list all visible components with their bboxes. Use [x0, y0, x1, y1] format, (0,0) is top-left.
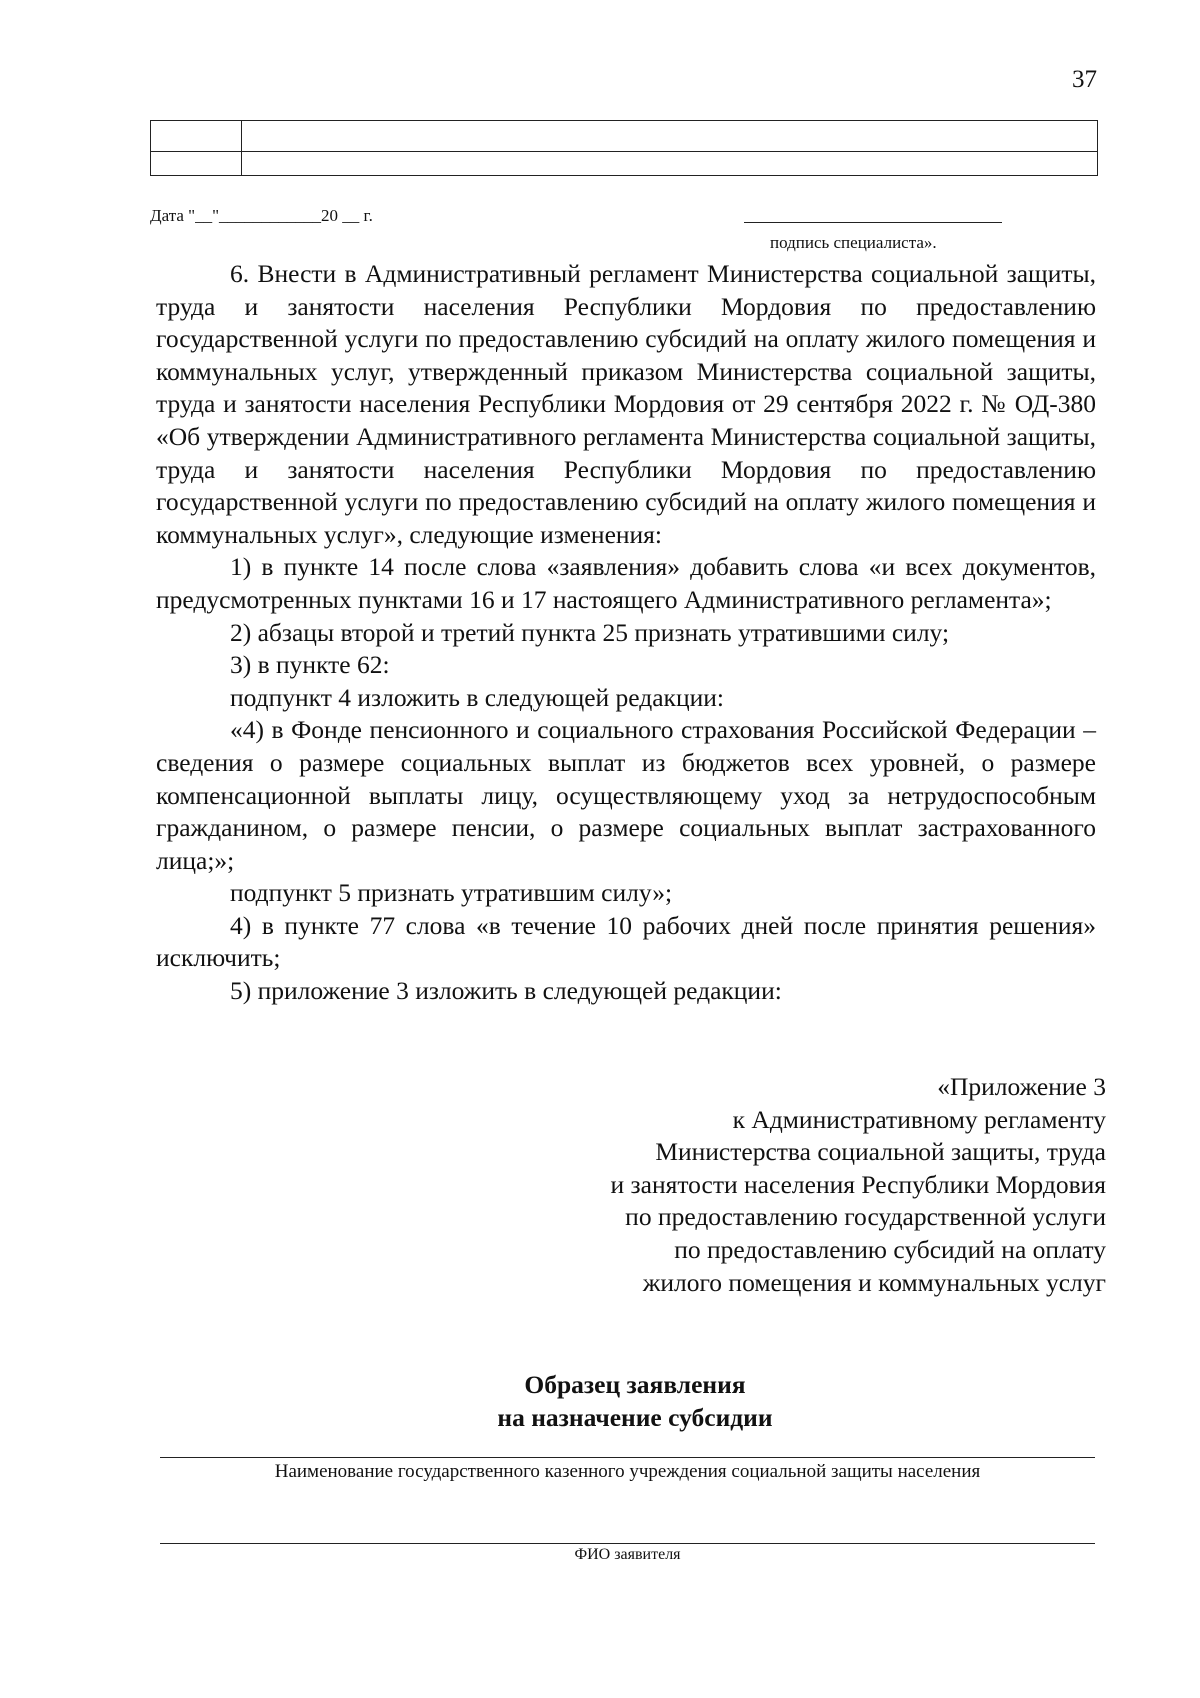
applicant-name-caption: ФИО заявителя [574, 1546, 681, 1563]
amendment-body [156, 258, 1096, 1008]
signature-line [744, 222, 1002, 223]
table-column-divider [241, 121, 242, 175]
paragraph-subpoint-4: подпункт 4 изложить в следующей редакции: [230, 682, 724, 712]
signature-caption: подпись специалиста». [770, 233, 937, 252]
appendix-line: «Приложение 3 [937, 1072, 1106, 1101]
appendix-line: жилого помещения и коммунальных услуг [642, 1267, 1106, 1297]
paragraph-subpoint-5: подпункт 5 признать утратившим силу»; [230, 878, 673, 908]
form-table-fragment [150, 120, 1098, 176]
paragraph-subitem-1: 1) в пункте 14 после слова «заявления» добавить слова «и всех документов, предусмотренных пунктами 16 и 17 настоящего Административного регламента»; [156, 552, 1096, 614]
appendix-header [486, 1071, 1106, 1299]
paragraph-subitem-4: 4) в пункте 77 слова «в течение 10 рабочих дней после принятия решения» исключить; [156, 910, 1096, 973]
date-field-line: Дата "__"____________20 __ г. [150, 206, 373, 225]
sample-form-title [0, 1368, 1200, 1434]
sample-title-line-1: Образец заявления [524, 1370, 746, 1399]
appendix-line: и занятости населения Республики Мордовия [610, 1169, 1106, 1199]
applicant-name-line [160, 1543, 1095, 1544]
appendix-line: по предоставлению государственной услуги [625, 1202, 1106, 1232]
institution-name-line [160, 1457, 1095, 1458]
paragraph-subpoint-4-text: «4) в Фонде пенсионного и социального страхования Российской Федерации – сведения о размере социальных выплат из бюджетов всех уровней, о размере компенсационной выплаты лицу, осуществляющему уход за нетрудоспособным гражданином, о размере пенсии, о размере социальных выплат застрахованного лица;»; [156, 715, 1096, 875]
appendix-line: по предоставлению субсидий на оплату [674, 1234, 1106, 1264]
appendix-line: Министерства социальной защиты, труда [655, 1137, 1106, 1167]
paragraph-subitem-3: 3) в пункте 62: [230, 650, 390, 680]
paragraph-subitem-2: 2) абзацы второй и третий пункта 25 признать утратившими силу; [230, 617, 950, 647]
sample-title-line-2: на назначение субсидии [497, 1403, 773, 1432]
page-number: 37 [1072, 66, 1097, 93]
institution-name-caption: Наименование государственного казенного учреждения социальной защиты населения [274, 1461, 981, 1482]
table-row-divider [151, 151, 1097, 152]
paragraph-subitem-5: 5) приложение 3 изложить в следующей редакции: [230, 976, 782, 1006]
paragraph-item-6: 6. Внести в Административный регламент Министерства социальной защиты, труда и занятости населения Республики Мордовия по предоставлению государственной услуги по предоставлению субсидий на оплату жилого помещения и коммунальных услуг, утвержденный приказом Министерства социальной защиты, труда и занятости населения Республики Мордовия от 29 сентября 2022 г. № ОД-380 «Об утверждении Административного регламента Министерства социальной защиты, труда и занятости населения Республики Мордовия по предоставлению государственной услуги по предоставлению субсидий на оплату жилого помещения и коммунальных услуг», следующие изменения: [156, 259, 1096, 549]
appendix-line: к Административному регламенту [732, 1104, 1106, 1134]
